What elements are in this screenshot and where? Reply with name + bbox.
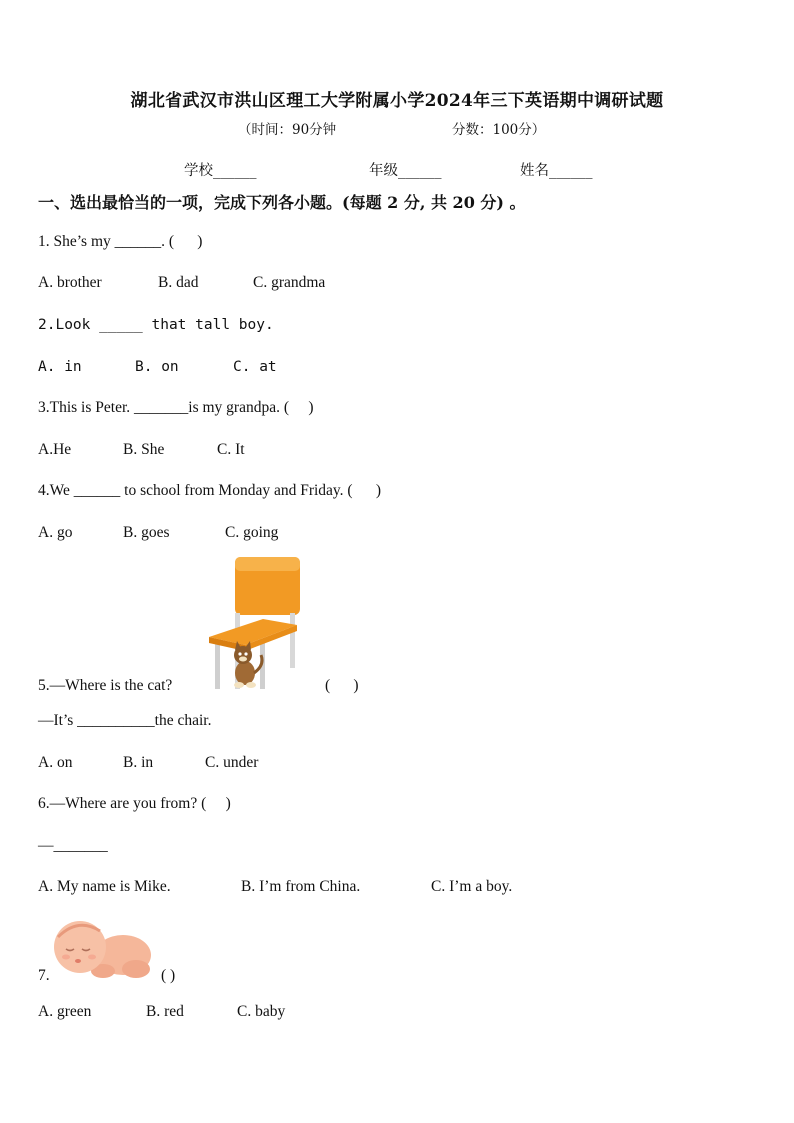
cat-icon bbox=[234, 641, 262, 688]
grade-field: 年级______ bbox=[369, 163, 442, 179]
q6-option-a: A. My name is Mike. bbox=[38, 878, 171, 895]
q7-answer-paren: ( ) bbox=[161, 967, 176, 984]
q4-option-b: B. goes bbox=[123, 524, 170, 541]
question-5-stem: 5.—Where is the cat? bbox=[38, 677, 173, 694]
q2-option-b: B. on bbox=[135, 359, 179, 375]
q7-option-a: A. green bbox=[38, 1003, 92, 1020]
name-field: 姓名______ bbox=[520, 163, 593, 179]
q5-option-a: A. on bbox=[38, 754, 73, 771]
q6-option-c: C. I’m a boy. bbox=[431, 878, 513, 895]
question-6-stem: 6.—Where are you from? ( ) bbox=[38, 795, 231, 812]
q7-option-c: C. baby bbox=[237, 1003, 286, 1020]
q5-answer-line: —It’s __________the chair. bbox=[38, 712, 212, 729]
exam-time: （时间：90分钟 bbox=[238, 122, 337, 138]
sleeping-baby-image bbox=[48, 917, 154, 981]
school-field: 学校______ bbox=[184, 163, 257, 179]
chair-with-cat-image bbox=[205, 555, 305, 693]
q5-option-c: C. under bbox=[205, 754, 259, 771]
q2-option-a: A. in bbox=[38, 359, 82, 375]
q7-option-b: B. red bbox=[146, 1003, 184, 1020]
q6-answer-line: —_______ bbox=[38, 837, 108, 854]
section-heading: 一、选出最恰当的一项，完成下列各小题。(每题 2 分, 共 20 分) 。 bbox=[38, 193, 526, 212]
q6-option-b: B. I’m from China. bbox=[241, 878, 361, 895]
q3-option-c: C. It bbox=[217, 441, 245, 458]
q1-option-c: C. grandma bbox=[253, 274, 326, 291]
question-4-stem: 4.We ______ to school from Monday and Friday. ( ) bbox=[38, 482, 381, 499]
page-title: 湖北省武汉市洪山区理工大学附属小学2024年三下英语期中调研试题 bbox=[130, 91, 664, 111]
q1-option-a: A. brother bbox=[38, 274, 102, 291]
question-1-stem: 1. She’s my ______. ( ) bbox=[38, 233, 203, 250]
q3-option-b: B. She bbox=[123, 441, 165, 458]
q4-option-a: A. go bbox=[38, 524, 73, 541]
question-7-stem: 7. bbox=[38, 967, 50, 984]
question-3-stem: 3.This is Peter. _______is my grandpa. ( ) bbox=[38, 399, 314, 416]
q5-answer-paren: ( ) bbox=[325, 677, 359, 694]
q4-option-c: C. going bbox=[225, 524, 279, 541]
q3-option-a: A.He bbox=[38, 441, 72, 458]
q1-option-b: B. dad bbox=[158, 274, 199, 291]
exam-score: 分数：100分） bbox=[452, 122, 546, 138]
q2-option-c: C. at bbox=[233, 359, 277, 375]
q5-option-b: B. in bbox=[123, 754, 154, 771]
question-2-stem: 2.Look _____ that tall boy. bbox=[38, 317, 274, 333]
